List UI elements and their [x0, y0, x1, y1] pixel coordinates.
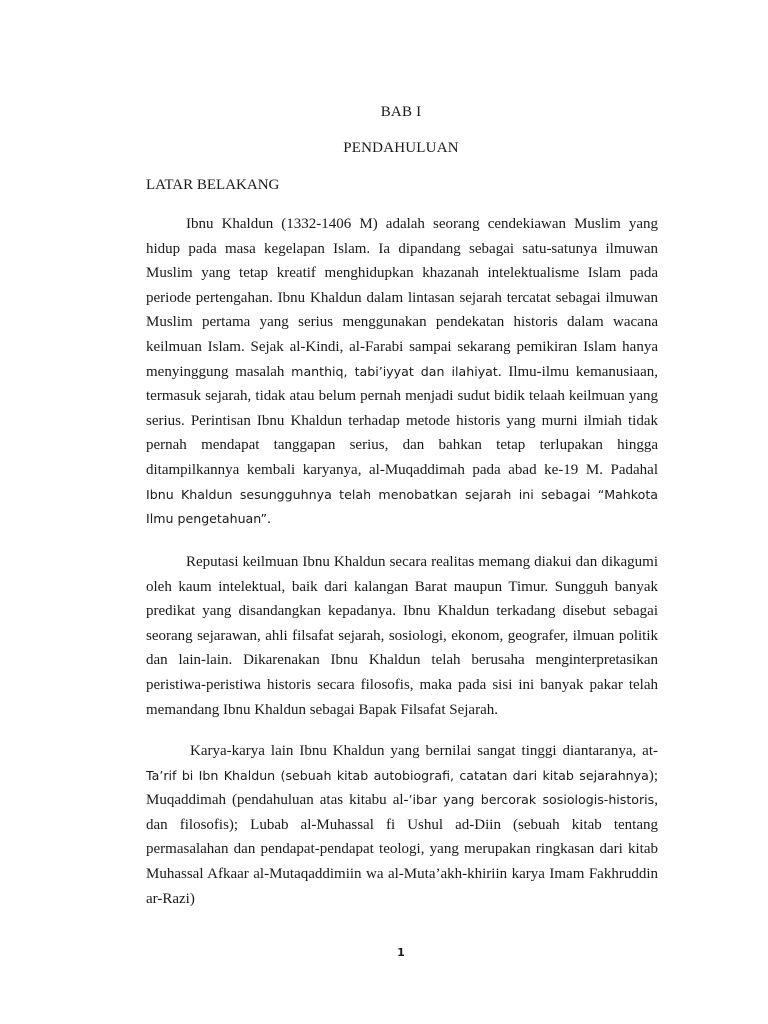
paragraph-1-terms: manthiq, tabi’iyyat dan ilahiyat [291, 363, 498, 379]
paragraph-3-ibar: ’ibar yang bercorak sosiologis-historis [408, 792, 655, 808]
paragraph-1-quote: Ibnu Khaldun sesungguhnya telah menobatkan sejarah ini sebagai “Mahkota Ilmu pengetahuan” [146, 486, 658, 527]
section-heading: LATAR BELAKANG [146, 177, 280, 193]
paragraph-1-text-a: Ibnu Khaldun (1332-1406 M) adalah seorang cendekiawan Muslim yang hidup pada masa kegelapan Islam. Ia dipandang sebagai satu-satunya ilmuwan Muslim yang tetap kreatif menghidupkan khazanah intelektualisme Islam pada periode pertengahan. Ibnu Khaldun dalam lintasan sejarah tercatat sebagai ilmuwan Muslim pertama yang serius menggunakan pendekatan historis dalam wacana keilmuan Islam. Sejak al-Kindi, al-Farabi sampai sekarang pemikiran Islam hanya menyinggung masalah [146, 216, 658, 380]
paragraph-1-text-e: . [267, 511, 271, 528]
chapter-heading: BAB I [380, 104, 422, 120]
paragraph-3 [146, 739, 658, 911]
paragraph-3-tarif: Ta’rif bi Ibn Khaldun (sebuah kitab autobiografi, catatan dari kitab sejarahnya [146, 767, 649, 783]
paragraph-3-text-c: ); Muqaddimah (pendahuluan atas kitabu al- [146, 767, 658, 809]
chapter-title: PENDAHULUAN [343, 140, 459, 156]
paragraph-3-text-e: , dan filosofis); Lubab al-Muhassal fi Ushul ad-Diin (sebuah kitab tentang permasalahan dan pendapat-pendapat teologi, yang merupakan ringkasan dari kitab Muhassal Afkaar al-Mutaqaddimiin wa al-Muta’akh-khiriin karya Imam Fakhruddin ar-Razi) [146, 792, 658, 907]
page-number: 1 [397, 946, 405, 959]
paragraph-2: Reputasi keilmuan Ibnu Khaldun secara realitas memang diakui dan dikagumi oleh kaum intelektual, baik dari kalangan Barat maupun Timur. Sungguh banyak predikat yang disandangkan kepadanya. Ibnu Khaldun terkadang disebut sebagai seorang sejarawan, ahli filsafat sejarah, sosiologi, ekonom, geografer, ilmuan politik dan lain-lain. Dikarenakan Ibnu Khaldun telah berusaha menginterpretasikan peristiwa-peristiwa historis secara filosofis, maka pada sisi ini banyak pakar telah memandang Ibnu Khaldun sebagai Bapak Filsafat Sejarah. [146, 554, 658, 718]
paragraph-1 [146, 212, 658, 532]
paragraph-3-text-a: Karya-karya lain Ibnu Khaldun yang bernilai sangat tinggi diantaranya, at- [190, 743, 658, 759]
paragraph-1-text-c: . Ilmu-ilmu kemanusiaan, termasuk sejarah, tidak atau belum pernah menjadi sudut bidik telaah keilmuan yang serius. Perintisan Ibnu Khaldun terhadap metode historis yang murni ilmiah tidak pernah mendapat tanggapan serius, dan bahkan tetap terlupakan hingga ditampilkannya kembali karyanya, al-Muqaddimah pada abad ke-19 M. Padahal [146, 363, 658, 478]
